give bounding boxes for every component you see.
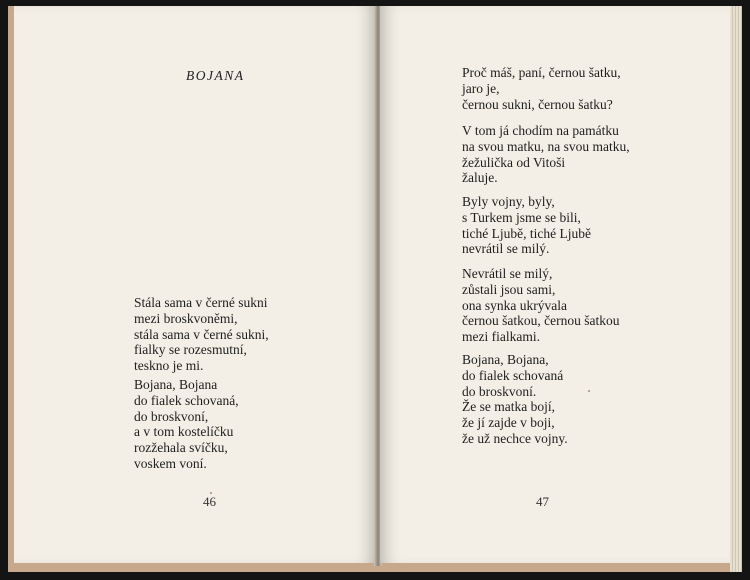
verse-line: Nevrátil se milý, bbox=[462, 266, 553, 281]
verse-line: voskem voní. bbox=[134, 455, 207, 471]
verse-line: Byly vojny, byly, bbox=[462, 194, 555, 209]
verse-line: rozžehala svíčku, bbox=[134, 440, 228, 456]
poem-title: BOJANA bbox=[186, 68, 245, 83]
verse-line: teskno je mi. bbox=[134, 358, 204, 374]
verse-line: do broskvoní. bbox=[462, 383, 537, 399]
page-number-right: 47 bbox=[536, 494, 549, 509]
right-stanza-2 bbox=[462, 123, 630, 186]
right-stanza-3 bbox=[462, 194, 591, 257]
right-stanza-1 bbox=[462, 65, 621, 112]
verse-line: s Turkem jsme se bili, bbox=[462, 209, 581, 225]
right-page bbox=[380, 6, 732, 563]
verse-line: mezi broskvoněmi, bbox=[134, 310, 238, 326]
verse-line: tiché Ljubě, tiché Ljubě bbox=[462, 225, 591, 241]
verse-line: na svou matku, na svou matku, bbox=[462, 138, 630, 154]
right-stanza-5 bbox=[462, 352, 568, 447]
verse-line: stála sama v černé sukni, bbox=[134, 326, 269, 342]
verse-line: do fialek schovaná, bbox=[134, 392, 239, 408]
verse-line: V tom já chodím na památku bbox=[462, 123, 619, 138]
paper-speck bbox=[588, 390, 590, 392]
verse-line: ona synka ukrývala bbox=[462, 297, 567, 313]
verse-line: Proč máš, paní, černou šatku, bbox=[462, 65, 621, 80]
verse-line: Že se matka bojí, bbox=[462, 399, 555, 415]
verse-line: mezi fialkami. bbox=[462, 329, 540, 345]
verse-line: do fialek schovaná bbox=[462, 367, 564, 383]
right-stanza-4 bbox=[462, 266, 619, 345]
verse-line: Stála sama v černé sukni bbox=[134, 295, 268, 310]
verse-line: černou šatkou, černou šatkou bbox=[462, 313, 620, 329]
open-book bbox=[8, 6, 742, 572]
verse-line: jaro je, bbox=[462, 80, 500, 96]
verse-line: nevrátil se milý. bbox=[462, 241, 550, 257]
verse-line: do broskvoní, bbox=[134, 408, 209, 424]
verse-line: černou sukni, černou šatku? bbox=[462, 96, 613, 112]
left-stanza-2 bbox=[134, 377, 239, 472]
verse-line: Bojana, Bojana bbox=[134, 377, 218, 392]
verse-line: fialky se rozesmutní, bbox=[134, 342, 247, 358]
verse-line: žežulička od Vitoši bbox=[462, 154, 566, 170]
verse-line: že jí zajde v boji, bbox=[462, 415, 555, 431]
left-stanza-1 bbox=[134, 295, 269, 374]
page-number-left: 46 bbox=[203, 494, 216, 509]
verse-line: Bojana, Bojana, bbox=[462, 352, 549, 367]
paper-speck bbox=[210, 492, 212, 494]
left-page bbox=[14, 6, 376, 563]
page-edges bbox=[730, 6, 742, 572]
verse-line: zůstali jsou sami, bbox=[462, 281, 556, 297]
verse-line: a v tom kostelíčku bbox=[134, 424, 234, 440]
verse-line: žaluje. bbox=[462, 170, 498, 186]
verse-line: že už nechce vojny. bbox=[462, 430, 568, 446]
